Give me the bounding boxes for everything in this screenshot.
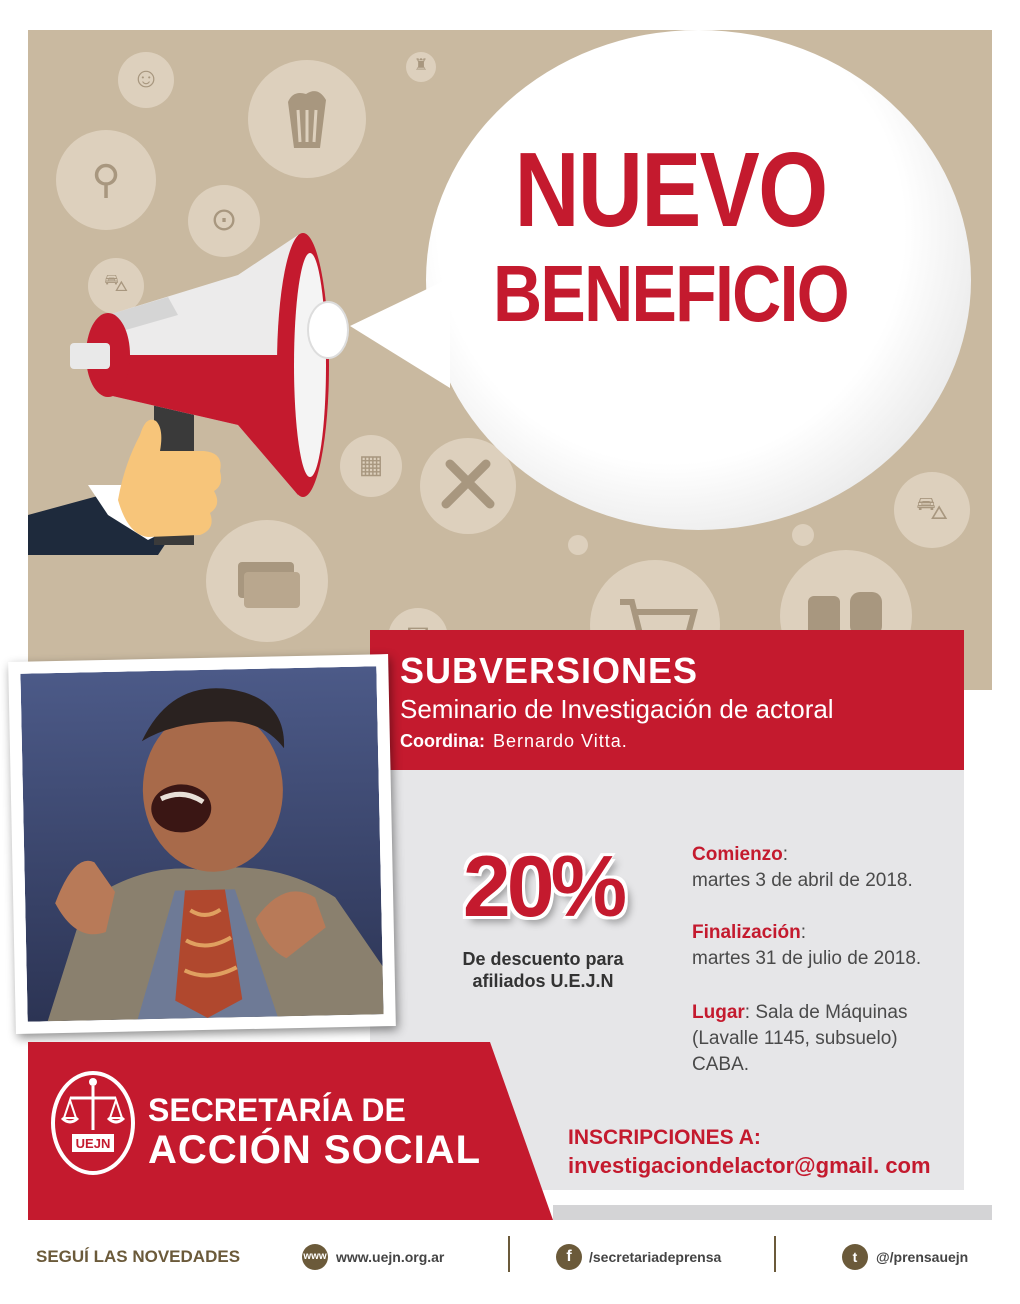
web-icon: www [302,1244,328,1270]
headline-beneficio: BENEFICIO [493,249,848,338]
end-label: Finalización [692,922,801,943]
footer-divider-1 [508,1236,510,1272]
uejn-logo [48,1068,138,1178]
megaphone-icon [28,195,368,555]
place-line-3: CABA. [692,1054,750,1075]
place-line-2: (Lavalle 1145, subsuelo) [692,1028,898,1049]
discount-description [436,948,650,992]
registration-email[interactable]: investigaciondelactor@gmail. com [568,1153,931,1178]
discount-line-2: afiliados U.E.J.N [472,971,614,991]
car-icon-2: ⛍ [894,472,970,548]
coordinator-name: Bernardo Vitta. [493,731,628,751]
start-date: Comienzo: martes 3 de abril de 2018. [692,842,962,894]
actor-photo-frame [8,654,396,1034]
secretaria-title: SECRETARÍA DE [148,1092,406,1128]
facebook-link[interactable]: /secretariadeprensa [589,1249,722,1265]
uejn-logo-text: UEJN [75,1136,111,1151]
actor-photo [20,666,383,1021]
panel-shadow [553,1205,992,1220]
place-line-1: Sala de Máquinas [755,1002,908,1023]
end-date: Finalización: martes 31 de julio de 2018. [692,920,962,972]
registration-label: INSCRIPCIONES A: [568,1126,761,1149]
theater-masks-icon: ☺ [118,52,174,108]
decor-dot-2 [568,535,588,555]
discount-line-1: De descuento para [462,949,624,969]
start-label: Comienzo [692,844,783,865]
coordinator-label: Coordina: [400,731,485,751]
facebook-icon: f [556,1244,582,1270]
headline-nuevo: NUEVO [514,131,827,249]
calculator-icon: ▦ [340,435,402,497]
accion-social-title: ACCIÓN SOCIAL [148,1128,481,1172]
twitter-link[interactable]: @/prensauejn [876,1249,969,1265]
event-title: SUBVERSIONES [400,650,699,691]
illustration-background [28,30,992,690]
twitter-icon: t [842,1244,868,1270]
fitness-icon: ⚲ [56,130,156,230]
discount-percent: 20% [462,839,624,935]
venue: Lugar: Sala de Máquinas (Lavalle 1145, subsuelo) CABA. [692,1000,962,1078]
place-label: Lugar [692,1002,745,1023]
coordinator [400,731,628,752]
start-value: martes 3 de abril de 2018. [692,870,913,891]
event-subtitle: Seminario de Investigación de actoral [400,694,834,724]
follow-news-label: SEGUÍ LAS NOVEDADES [36,1247,241,1266]
trophy-icon: ♜ [406,52,436,82]
end-value: martes 31 de julio de 2018. [692,948,922,969]
popcorn-icon [248,60,366,178]
restaurant-icon: ⊙ [188,185,260,257]
decor-dot-1 [792,524,814,546]
website-link[interactable]: www.uejn.org.ar [336,1249,445,1265]
footer-divider-2 [774,1236,776,1272]
car-icon: ⛍ [88,258,144,314]
